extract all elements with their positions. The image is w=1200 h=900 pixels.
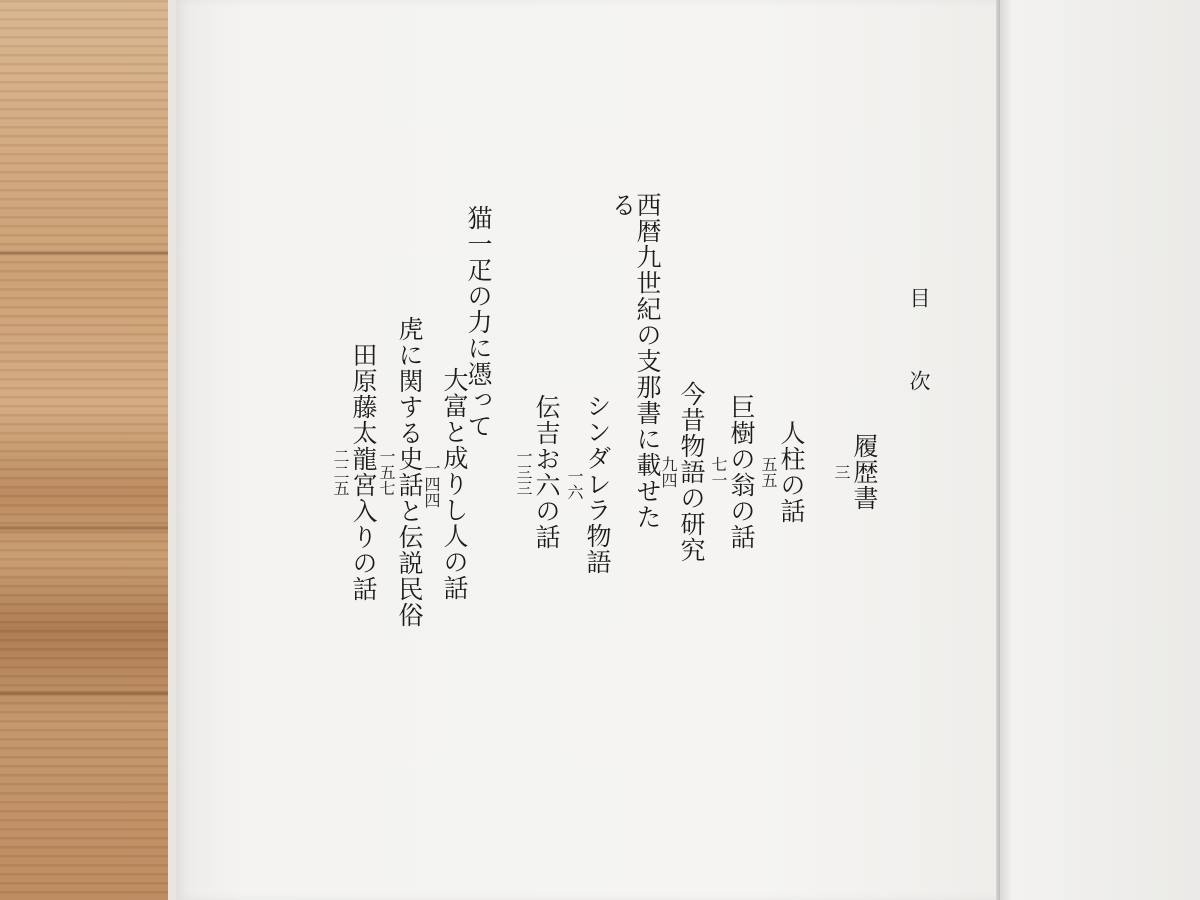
toc-entry: [378, 192, 422, 752]
toc-entry: [423, 215, 467, 752]
toc-heading: 目次: [907, 287, 931, 453]
toc-entry-title: 巨樹の翁の話: [727, 394, 756, 550]
toc-entry-page: 三: [832, 464, 851, 480]
toc-entry: [332, 192, 376, 752]
toc-entry-page: 一六: [565, 467, 584, 500]
toc-entry-page: 一五七: [377, 448, 396, 496]
toc-entry-page: 一三三: [514, 448, 533, 496]
toc-entry-title: 履歴書: [850, 433, 879, 511]
toc-entry-page: 一四四: [422, 459, 441, 508]
toc-entry-title: 田原藤太龍宮入りの話: [349, 342, 378, 602]
toc-entry-page: 七一: [709, 456, 728, 488]
toc-entry: [833, 192, 877, 752]
toc-entry: [760, 192, 804, 752]
toc-entry-title: 伝吉お六の話: [532, 394, 561, 550]
toc-entry-title: 人柱の話: [777, 420, 806, 524]
toc-entry-title: シンダレラ物語: [583, 392, 612, 575]
toc-entry: [466, 192, 491, 452]
toc-entry: [710, 192, 754, 752]
toc-entry-title: 虎に関する史話と伝説民俗: [395, 316, 424, 628]
toc-entry-title: 猫一疋の力に憑って: [464, 205, 493, 439]
toc-entry: [515, 192, 559, 752]
toc-entry-page: 五五: [759, 456, 778, 488]
toc-entry-page: 九四: [659, 456, 678, 488]
toc-entry: [610, 192, 660, 552]
toc-entry-title: 西暦九世紀の支那書に載せたる: [608, 192, 662, 530]
toc-entry-page: 二二五: [331, 448, 350, 496]
toc-entry: [566, 215, 610, 752]
toc-entry: [660, 192, 704, 752]
toc-entry-title: 今昔物語の研究: [677, 381, 706, 563]
toc-entry-title: 大富と成りし人の話: [440, 366, 469, 601]
